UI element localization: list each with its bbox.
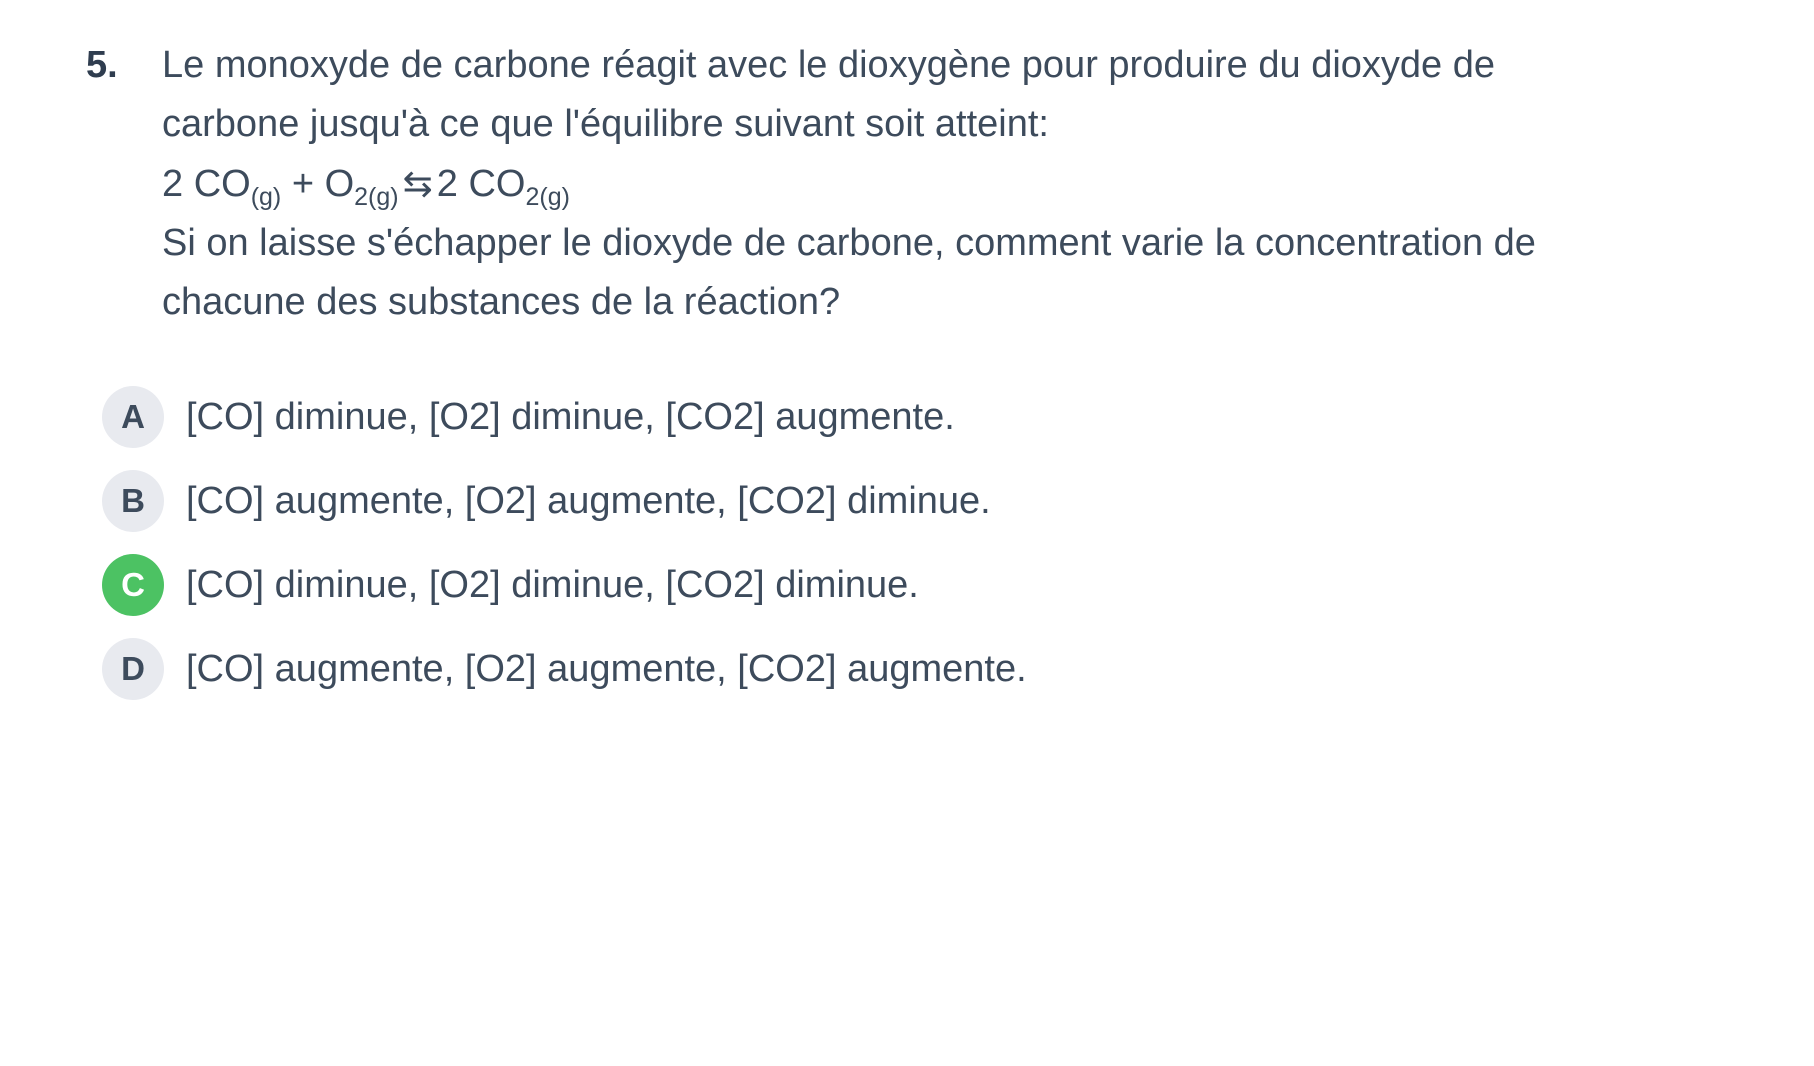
choice-bullet-d[interactable]: D [102,638,164,700]
equation-product-co2: 2 CO [436,163,526,205]
equation-plus-o2: + O [281,163,355,205]
question-block [80,36,1744,332]
choice-bullet-a[interactable]: A [102,386,164,448]
question-statement-2: Si on laisse s'échapper le dioxyde de carbone, comment varie la concentration de chacune des substances de la réaction? [162,222,1547,323]
question-body [162,36,1642,332]
choice-d[interactable] [80,638,1744,700]
question-number: 5. [86,44,118,86]
equation-sub-o2: 2(g) [354,183,399,211]
equation-sub-co2: 2(g) [525,183,570,211]
choice-text-d: [CO] augmente, [O2] augmente, [CO2] augmente. [186,648,1027,690]
choice-bullet-b[interactable]: B [102,470,164,532]
choice-b[interactable] [80,470,1744,532]
equation-sub-co: (g) [250,183,282,211]
question-statement-1: Le monoxyde de carbone réagit avec le dioxygène pour produire du dioxyde de carbone jusqu'à ce que l'équilibre suivant soit atteint: [162,44,1506,145]
answer-choices [80,386,1744,700]
choice-text-b: [CO] augmente, [O2] augmente, [CO2] diminue. [186,480,991,522]
choice-text-c: [CO] diminue, [O2] diminue, [CO2] diminue. [186,564,919,606]
choice-c[interactable] [80,554,1744,616]
choice-text-a: [CO] diminue, [O2] diminue, [CO2] augmente. [186,396,955,438]
choice-a[interactable] [80,386,1744,448]
equation-reactant-co: 2 CO [162,163,251,205]
equilibrium-arrow-icon: ⇆ [402,163,433,204]
chemical-equation [162,154,1642,214]
choice-bullet-c[interactable]: C [102,554,164,616]
